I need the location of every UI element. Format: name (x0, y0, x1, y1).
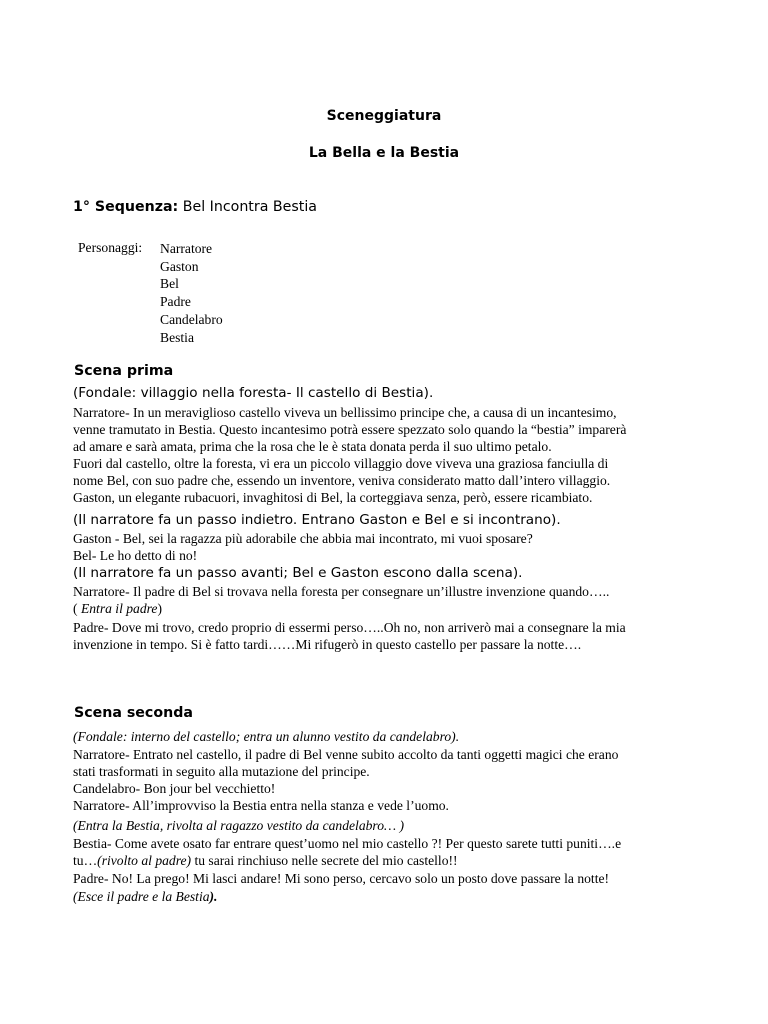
scene2-paragraph (73, 746, 618, 814)
character-item: Bel (160, 276, 179, 292)
stage-direction-italic: (rivolto al padre) (97, 853, 192, 868)
text-line: Bel- Le ho detto di no! (73, 548, 198, 563)
scene2-backdrop: (Fondale: interno del castello; entra un alunno vestito da candelabro). (73, 729, 460, 744)
stage-direction-italic: (Esce il padre e la Bestia (73, 889, 210, 904)
scene1-heading: Scena prima (74, 363, 174, 379)
text-line: ad amare e sarà amata, prima che la rosa che le è stata donata perda il suo ultimo petalo. (73, 439, 552, 454)
text-line: Gaston - Bel, sei la ragazza più adorabile che abbia mai incontrato, mi vuoi sposare? (73, 531, 533, 546)
stage-direction-italic: Entra il padre (80, 601, 158, 616)
page-subtitle: La Bella e la Bestia (308, 145, 460, 161)
scene1-padre (73, 619, 626, 653)
scene1-dialogue (73, 530, 533, 564)
page-title: Sceneggiatura (326, 108, 442, 124)
scene1-paragraph (73, 404, 626, 506)
sequence-heading (73, 199, 317, 215)
scene1-backdrop: (Fondale: villaggio nella foresta- Il castello di Bestia). (73, 385, 434, 401)
sequence-label: 1° Sequenza: (73, 199, 179, 215)
text-line: nome Bel, con suo padre che, essendo un inventore, veniva considerato matto dall’intero villaggio. (73, 473, 611, 488)
scene1-narration: Narratore- Il padre di Bel si trovava nella foresta per consegnare un’illustre invenzione quando….. (73, 584, 610, 599)
scene1-stage-direction: (Il narratore fa un passo avanti; Bel e Gaston escono dalla scena). (73, 565, 523, 581)
text-line: Candelabro- Bon jour bel vecchietto! (73, 781, 276, 796)
scene1-entrance: ( Entra il padre) (73, 601, 162, 616)
text-line: Narratore- In un meraviglioso castello viveva un bellissimo principe che, a causa di un incantesimo, (73, 405, 617, 420)
scene2-padre: Padre- No! La prego! Mi lasci andare! Mi sono perso, cercavo solo un posto dove passare la notte! (73, 871, 610, 886)
scene2-heading: Scena seconda (74, 705, 193, 721)
character-item: Narratore (160, 241, 213, 256)
scene2-bestia: Bestia- Come avete osato far entrare quest’uomo nel mio castello ?! Per questo sarete tutti puniti….e (73, 836, 622, 851)
text-line: venne tramutato in Bestia. Questo incantesimo potrà essere spezzato solo quando la “bestia” imparerà (73, 422, 627, 437)
characters-list (160, 240, 223, 346)
text-line: Fuori dal castello, oltre la foresta, vi era un piccolo villaggio dove viveva una graziosa fanciulla di (73, 456, 609, 471)
text-line: Narratore- All’improvviso la Bestia entra nella stanza e vede l’uomo. (73, 798, 449, 813)
character-item: Gaston (160, 258, 199, 274)
character-item: Bestia (160, 329, 194, 345)
sequence-name: Bel Incontra Bestia (178, 199, 317, 215)
text-line: stati trasformati in seguito alla mutazione del principe. (73, 764, 370, 779)
character-item: Padre (160, 294, 191, 310)
text-line: Gaston, un elegante rubacuori, invaghitosi di Bel, la corteggiava senza, però, essere ricambiato. (73, 490, 593, 505)
scene2-bestia-cont: tu…(rivolto al padre) tu sarai rinchiuso nelle secrete del mio castello!! (73, 853, 458, 868)
scene1-stage-direction: (Il narratore fa un passo indietro. Entrano Gaston e Bel e si incontrano). (73, 512, 561, 528)
text-line: invenzione in tempo. Si è fatto tardi……Mi rifugerò in questo castello per passare la notte…. (73, 637, 582, 652)
characters-label: Personaggi: (78, 240, 143, 255)
scene2-stage-direction: (Entra la Bestia, rivolta al ragazzo vestito da candelabro… ) (73, 818, 405, 833)
text-line: Padre- Dove mi trovo, credo proprio di essermi perso…..Oh no, non arriverò mai a consegnare la mia (73, 620, 626, 635)
text-line: Narratore- Entrato nel castello, il padre di Bel venne subito accolto da tanti oggetti magici che erano (73, 747, 619, 762)
character-item: Candelabro (160, 311, 223, 327)
scene2-exit: (Esce il padre e la Bestia). (73, 889, 218, 904)
